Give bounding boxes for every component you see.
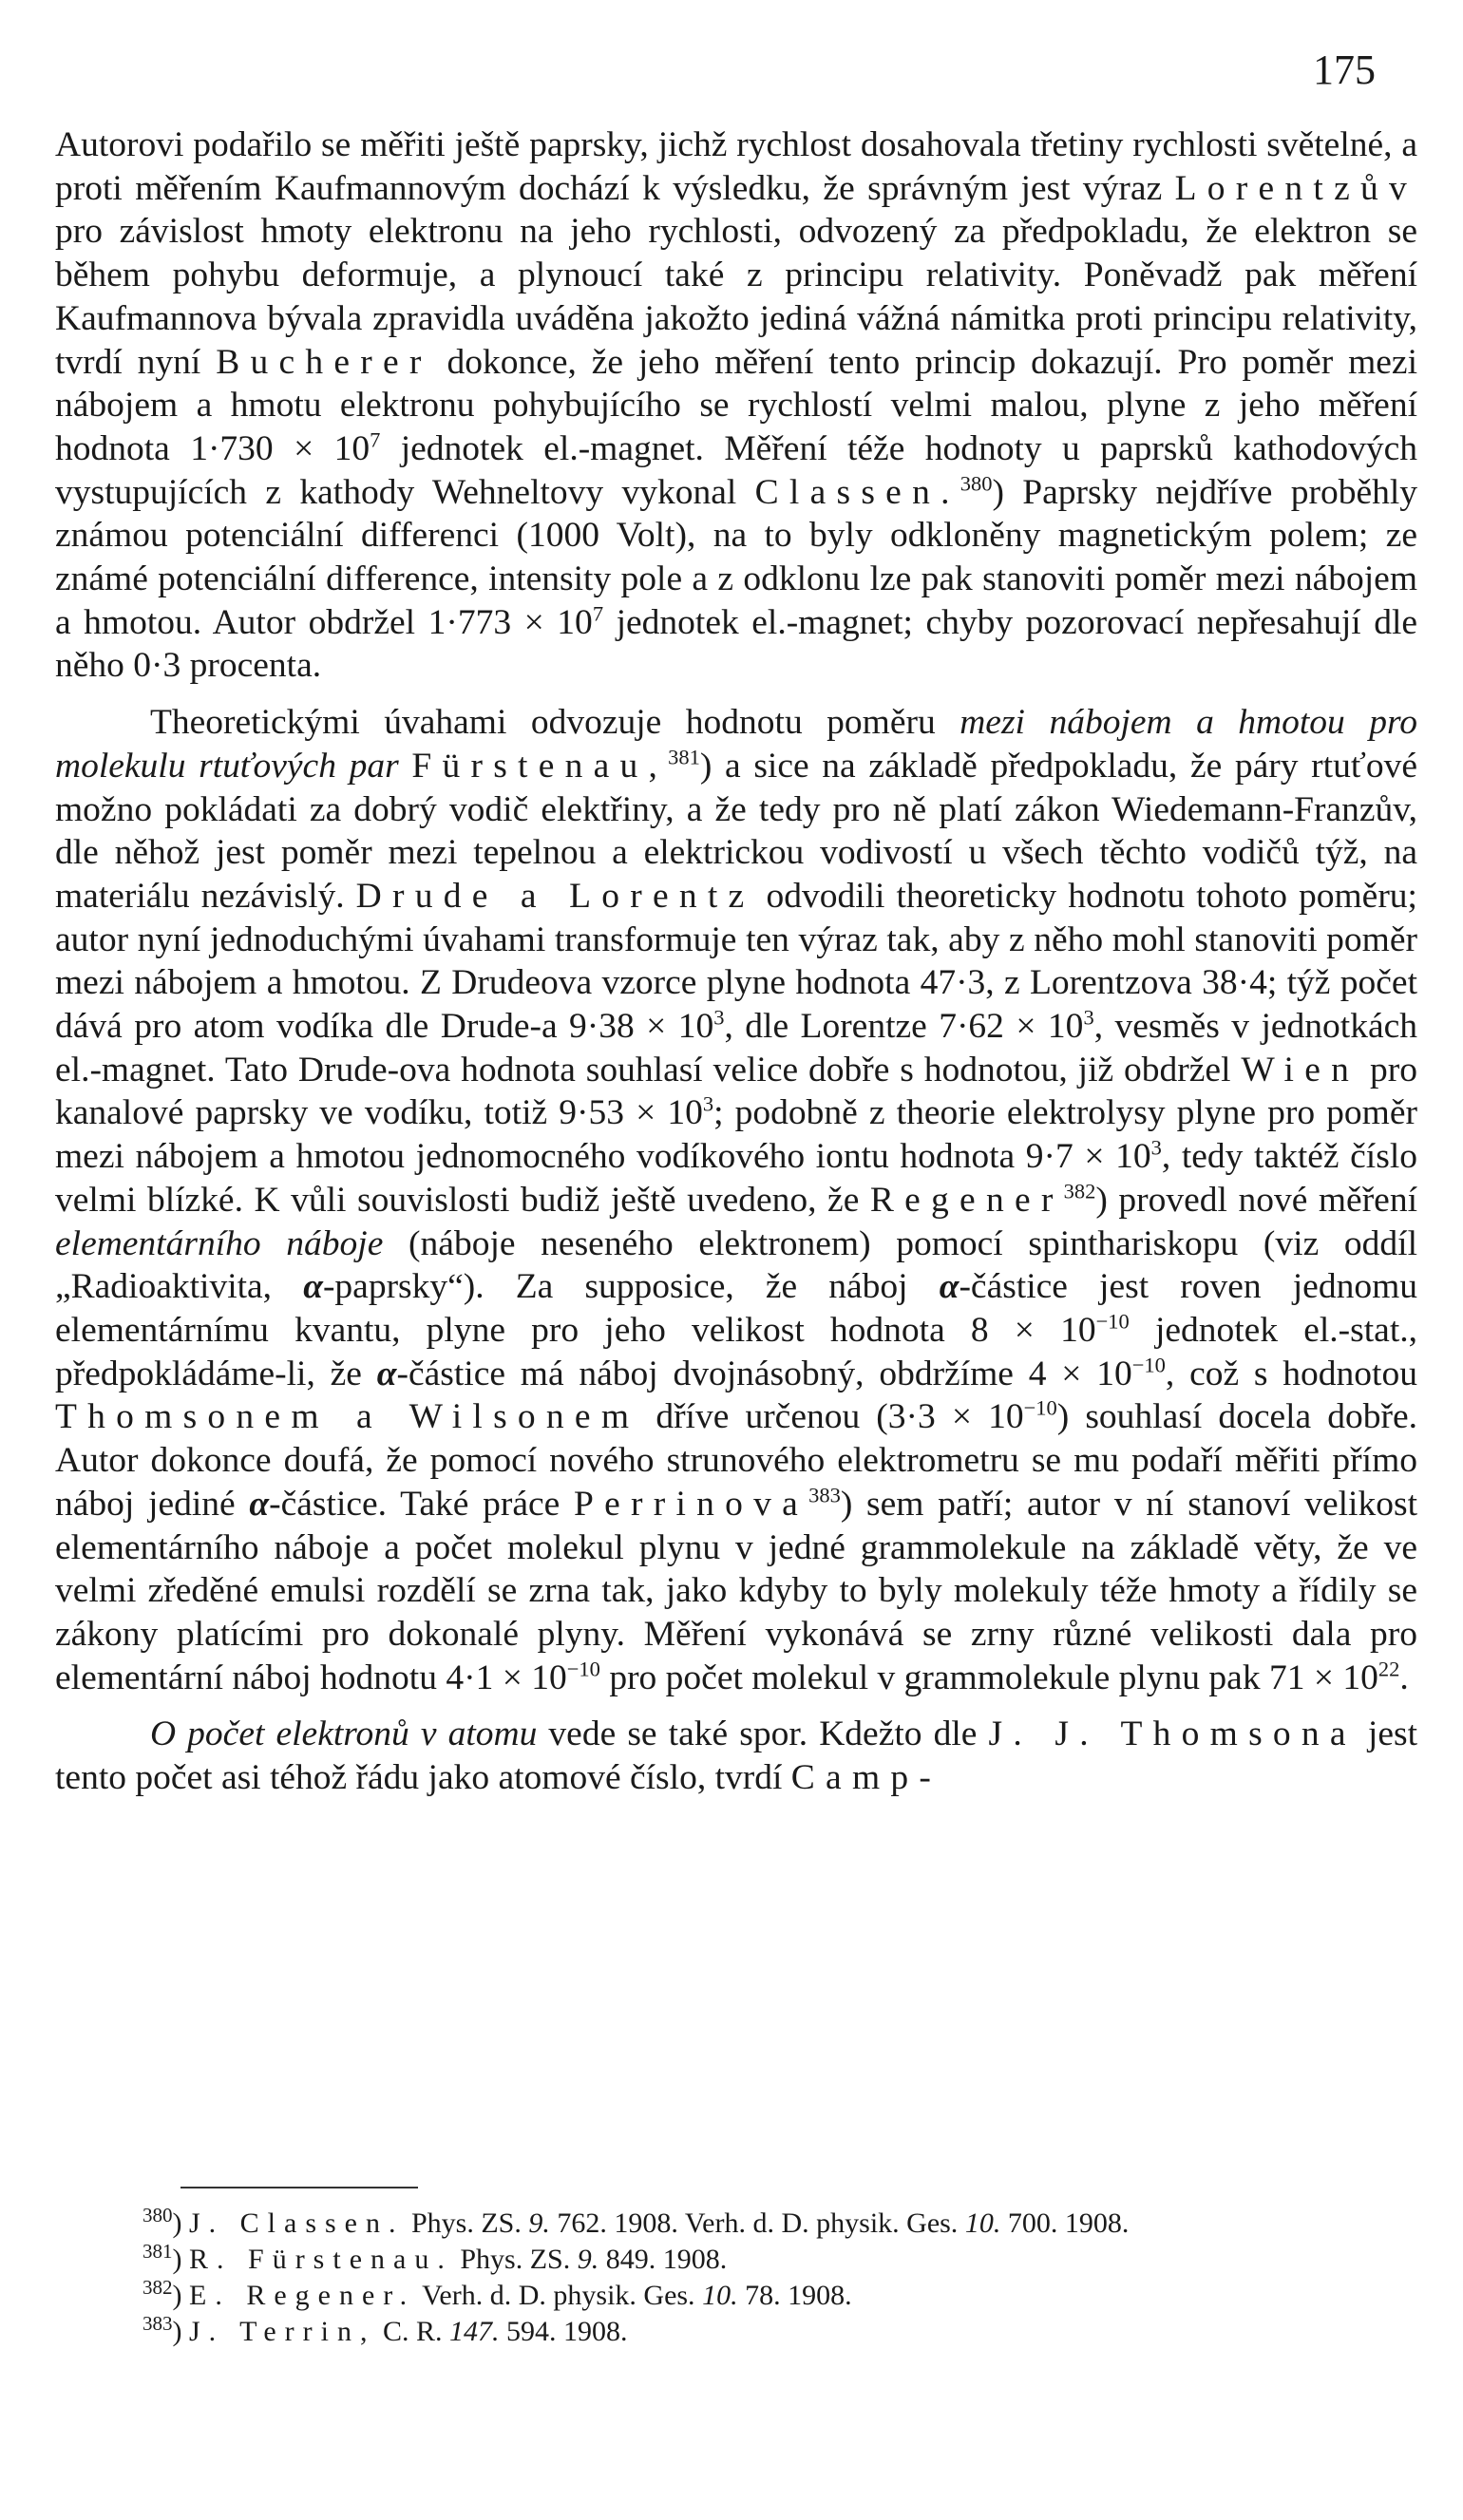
text-run: odvodili theoreticky hodnotu tohoto poměru; autor nyní jednoduchými úvahami transformuje ten výraz tak, aby z něho mohl stanoviti poměr mezi nábojem a hmotou. Z Drudeova vzorce plyne hodnota 47·3, z Lorentzova 38·4; týž počet dává pro atom vodíka dle Drude-a 9·38 × 10 [55,876,1417,1047]
text-run: C. R. [375,2316,450,2347]
footnote-ref: 381 [668,745,700,769]
paragraph-1 [55,123,1417,688]
volume: 10. [702,2280,738,2311]
footnote-mark: 381 [142,2240,173,2263]
text-run: (náboje neseného elektronem) pomocí spinthariskopu (viz oddíl „Radioaktivita, [55,1223,1417,1307]
volume: 147. [449,2316,500,2347]
footnote-divider [180,2187,418,2188]
footnote-382: $^{382}$) E. Regener. Verh. d. D. physik. Ges. 10. 78. 1908. [142,2276,852,2311]
author-name: Lorentzův [1174,168,1417,208]
footnotes [55,2206,1417,2350]
author-name: J. J. Thomsona [988,1715,1357,1754]
author-name: Wien [1241,1050,1360,1089]
footnote-mark: 382 [142,2276,173,2299]
exponent: −10 [1131,1353,1166,1377]
alpha-symbol: α [376,1354,397,1393]
exponent: 3 [702,1091,714,1116]
author-name: Lorentz [569,876,755,916]
author-name: Camp- [790,1758,942,1798]
text-run: vede se také spor. Kdežto dle [537,1715,989,1754]
footnote-ref: 382 [1063,1179,1096,1203]
text-run: ) Paprsky nejdříve proběhly známou potenciální differenci (1000 Volt), na to byly odkloněny magnetickým polem; ze známé potenciální difference, intensity pole a z odklonu lze pak stanoviti poměr mezi nábojem a hmotou. Autor obdržel 1·773 × 10 [55,472,1418,642]
text-run: ) sem patří; autor v ní stanoví velikost elementárního náboje a počet molekul plynu v jedné grammolekule na základě věty, že ve velmi zředěné emulsi rozdělí se zrna tak, jako kdyby to byly molekuly téže hmoty a řídily se zákony platícími pro dokonalé plyny. Měření vykonává se zrny různé velikosti dala pro elementární náboj hodnotu 4·1 × 10 [55,1484,1417,1697]
text-run: ; podobně z theorie elektrolysy plyne pro poměr mezi nábojem a hmotou jednomocného vodíkového iontu hodnota 9·7 × 10 [55,1093,1417,1177]
text-run: . [1399,1658,1409,1697]
text-run: dříve určenou (3·3 × 10 [639,1397,1024,1437]
page-number: 175 [1313,47,1376,93]
text-run: jednotek el.-magnet; chyby pozorovací nepřesahují dle něho 0·3 procenta. [55,602,1418,686]
footnote-380: $^{380}$) J. Classen. Phys. ZS. 9. 762. 1908. Verh. d. D. physik. Ges. 10. 700. 1908. [142,2204,1130,2239]
text-run: Theoretickými úvahami odvozuje hodnotu poměru [150,703,960,743]
text-run: pro závislost hmoty elektronu na jeho rychlosti, odvozený za předpokladu, že elektron se během pohybu deformuje, a plynoucí také z principu relativity. Poněvadž pak měření Kaufmannova bývala zpravidla uváděna jakožto jediná vážná námitka proti principu relativity, tvrdí nyní [55,212,1417,382]
author-name: Bucherer [216,342,432,382]
exponent: −10 [566,1657,600,1681]
exponent: −10 [1095,1309,1130,1334]
text-run: 849. 1908. [598,2244,728,2275]
text-run: -částice jest roven jednomu elementárnímu kvantu, plyne pro jeho velikost hodnota 8 × 10 [55,1267,1417,1350]
italic-phrase: mezi nábojem a hmotou pro molekulu rtuťových par [55,703,1417,786]
author-name: Drude [355,876,499,916]
alpha-symbol: α [303,1267,323,1307]
text-run: Verh. d. D. physik. Ges. [415,2280,703,2311]
volume: 9. [528,2207,550,2239]
exponent: 3 [1150,1135,1162,1160]
text-run: ) provedl nové měření [1095,1180,1417,1220]
text-run: Phys. ZS. [452,2244,578,2275]
footnote-mark: 380 [142,2204,173,2226]
text-run: ) souhlasí docela dobře. Autor dokonce doufá, že pomocí nového strunového elektrometru se mu podaří měřiti přímo náboj jediné [55,1397,1418,1524]
text-run: ) a sice na základě předpokladu, že páry rtuťové možno pokládati za dobrý vodič elektřiny, a že tedy pro ně platí zákon Wiedemann-Franzův, dle něhož jest poměr mezi tepelnou a elektrickou vodivostí u všech těchto vodičů týž, na materiálu nezávislý. [55,746,1418,916]
text-run: jednotek el.-magnet. Měření téže hodnoty u paprsků kathodových vystupujících z kathody Wehneltovy vykonal [55,428,1417,512]
footnote-ref: 383 [808,1483,841,1507]
footnote-ref: 380 [960,471,993,496]
volume: 9. [577,2244,599,2275]
text-run: dokonce, že jeho měření tento princip dokazují. Pro poměr mezi nábojem a hmotu elektronu pohybujícího se rychlostí velmi malou, plyne z jeho měření hodnota 1·730 × 10 [55,342,1417,468]
footnote-author: J. Terrin, [189,2316,376,2347]
text-run: -paprsky“). Za supposice, že náboj [322,1267,940,1307]
author-name: Thomsonem [55,1397,330,1437]
text-run: Autorovi podařilo se měřiti ještě paprsky, jichž rychlost dosahovala třetiny rychlosti světelné, a proti měřením Kaufmannovým dochází k výsledku, že správným jest výraz [55,125,1417,208]
text-run: , tedy taktéž číslo velmi blízké. K vůli souvislosti budiž ještě uvedeno, že [55,1137,1417,1220]
alpha-symbol: α [249,1484,270,1524]
text-run: jest tento počet asi téhož řádu jako atomové číslo, tvrdí [55,1715,1417,1798]
exponent: −10 [1023,1395,1057,1420]
text-run [399,747,412,786]
exponent: 7 [370,427,381,452]
text-run: -částice. Také práce [269,1484,575,1524]
footnote-mark: 383 [142,2312,173,2335]
text-run: jednotek el.-stat., předpokládáme-li, že [55,1310,1417,1393]
text-run: , což s hodnotou [1165,1354,1417,1393]
volume: 10. [964,2207,1001,2239]
exponent: 3 [713,1005,725,1030]
text-run: , vesměs v jednotkách el.-magnet. Tato Drude-ova hodnota souhlasí velice dobře s hodnotou, již obdržel [55,1007,1417,1089]
text-run: Phys. ZS. [404,2207,529,2239]
footnote-381: $^{381}$) R. Fürstenau. Phys. ZS. 9. 849. 1908. [142,2240,728,2275]
paragraph-2 [55,701,1417,1699]
text-run: -částice má náboj dvojnásobný, obdržíme 4 × 10 [396,1354,1132,1393]
italic-phrase: O počet elektronů v atomu [150,1715,538,1754]
body-text [55,123,1417,1800]
text-run: pro kanalové paprsky ve vodíku, totiž 9·53 × 10 [55,1050,1417,1133]
text-run: , dle Lorentze 7·62 × 10 [724,1007,1084,1047]
footnote-author: E. Regener. [189,2280,416,2311]
exponent: 3 [1083,1005,1094,1030]
footnote-author: J. Classen. [189,2207,405,2239]
text-run: 78. 1908. [737,2280,852,2311]
alpha-symbol: α [939,1267,960,1307]
author-name: Regener [869,1180,1064,1220]
text-run: a [329,1397,409,1437]
author-name: Fürstenau, [411,746,669,786]
paragraph-3 [55,1713,1417,1799]
text-run: 700. 1908. [1000,2207,1130,2239]
exponent: 22 [1378,1657,1400,1681]
footnote-author: R. Fürstenau. [189,2244,453,2275]
author-name: Wilsonem [408,1397,640,1437]
exponent: 7 [592,601,604,626]
text-run: pro počet molekul v grammolekule plynu pak 71 × 10 [599,1658,1378,1697]
text-run: 762. 1908. Verh. d. D. physik. Ges. [549,2207,965,2239]
text-run: a [498,876,570,916]
text-run: 594. 1908. [499,2316,628,2347]
author-name: Classen. [754,472,960,512]
author-name: Perrinova [574,1484,809,1524]
footnote-383: $^{383}$) J. Terrin, C. R. 147. 594. 1908. [142,2312,628,2347]
italic-phrase: elementárního náboje [55,1223,384,1263]
